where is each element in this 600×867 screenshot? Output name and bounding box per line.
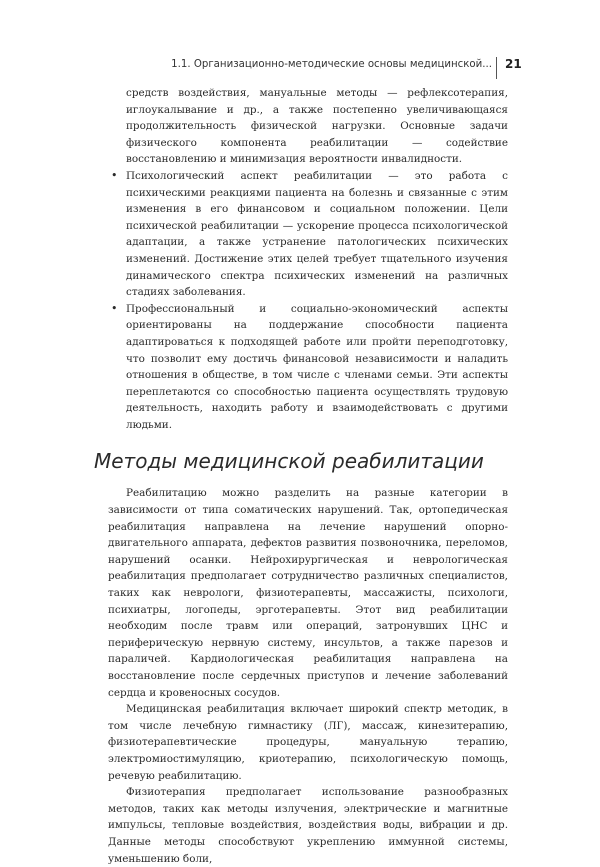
paragraph: Реабилитацию можно разделить на разные категории в зависимости от типа соматических нарушений. Так, ортопедическая реабилитация направлена на лечение нарушений опорно-двигательного аппарата, дефектов развития позвоночника, переломов, нарушений осанки. Нейрохирургическая и неврологическая реабилитация предполагает сотрудничество различных специалистов, таких как неврологи, физиотерапевты, массажисты, психологи, психиатры, логопеды, эрготерапевты. Этот вид реабилитации необходим после травм или операций, затронувших ЦНС и периферическую нервную систему, инсультов, а также парезов и параличей. Кардиологическая реабилитация направлена на восстановление после сердечных приступов и лечение заболеваний сердца и кровеносных сосудов. bbox=[108, 487, 508, 699]
header-divider bbox=[496, 57, 497, 79]
paragraph: Физиотерапия предполагает использование разнообразных методов, таких как методы излучения, электрические и магнитные импульсы, тепловые воздействия, воздействия воды, вибрации и др. Данные методы способствуют укреплению иммунной системы, уменьшению боли, bbox=[108, 786, 508, 865]
list-item-text: Профессиональный и социально-экономический аспекты ориентированы на поддержание способности пациента адаптироваться к подходящей работе или пройти переподготовку, что позволит ему достичь финансовой независимости и наладить отношения в обществе, в том числе с членами семьи. Эти аспекты переплетаются со способностью пациента осуществлять трудовую деятельность, находить работу и взаимодействовать с другими людьми. bbox=[126, 302, 508, 431]
list-item bbox=[108, 168, 508, 301]
paragraph: Медицинская реабилитация включает широкий спектр методик, в том числе лечебную гимнастику (ЛГ), массаж, кинезитерапию, физиотерапевтические процедуры, мануальную терапию, электромиостимуляцию, криотерапию, психологическую помощь, речевую реабилитацию. bbox=[108, 703, 508, 782]
bullet-icon: • bbox=[111, 301, 118, 315]
page-number: 21 bbox=[505, 57, 522, 71]
running-header bbox=[0, 57, 600, 81]
continued-bullet-text: средств воздействия, мануальные методы — рефлексотерапия, иглоукалывание и др., а также постепенно увеличивающаяся продолжительность физической нагрузки. Основные задачи физического компонента реабилитации — содействие восстановлению и минимизация вероятности инвалидности. bbox=[126, 87, 508, 166]
aspects-list bbox=[108, 168, 508, 434]
bullet-icon: • bbox=[111, 168, 118, 182]
list-item bbox=[108, 301, 508, 434]
list-item-text: Психологический аспект реабилитации — это работа с психическими реакциями пациента на болезнь и связанные с этим изменения в его финансовом и социальном положении. Цели психической реабилитации — ускорение процесса психологической адаптации, а также устранение патологических психических изменений. Достижение этих целей требует тщательного изучения динамического спектра психических изменений на различных стадиях заболевания. bbox=[126, 169, 508, 299]
section-heading: Методы медицинской реабилитации bbox=[94, 449, 484, 474]
running-title: 1.1. Организационно-методические основы медицинской... bbox=[171, 59, 492, 70]
